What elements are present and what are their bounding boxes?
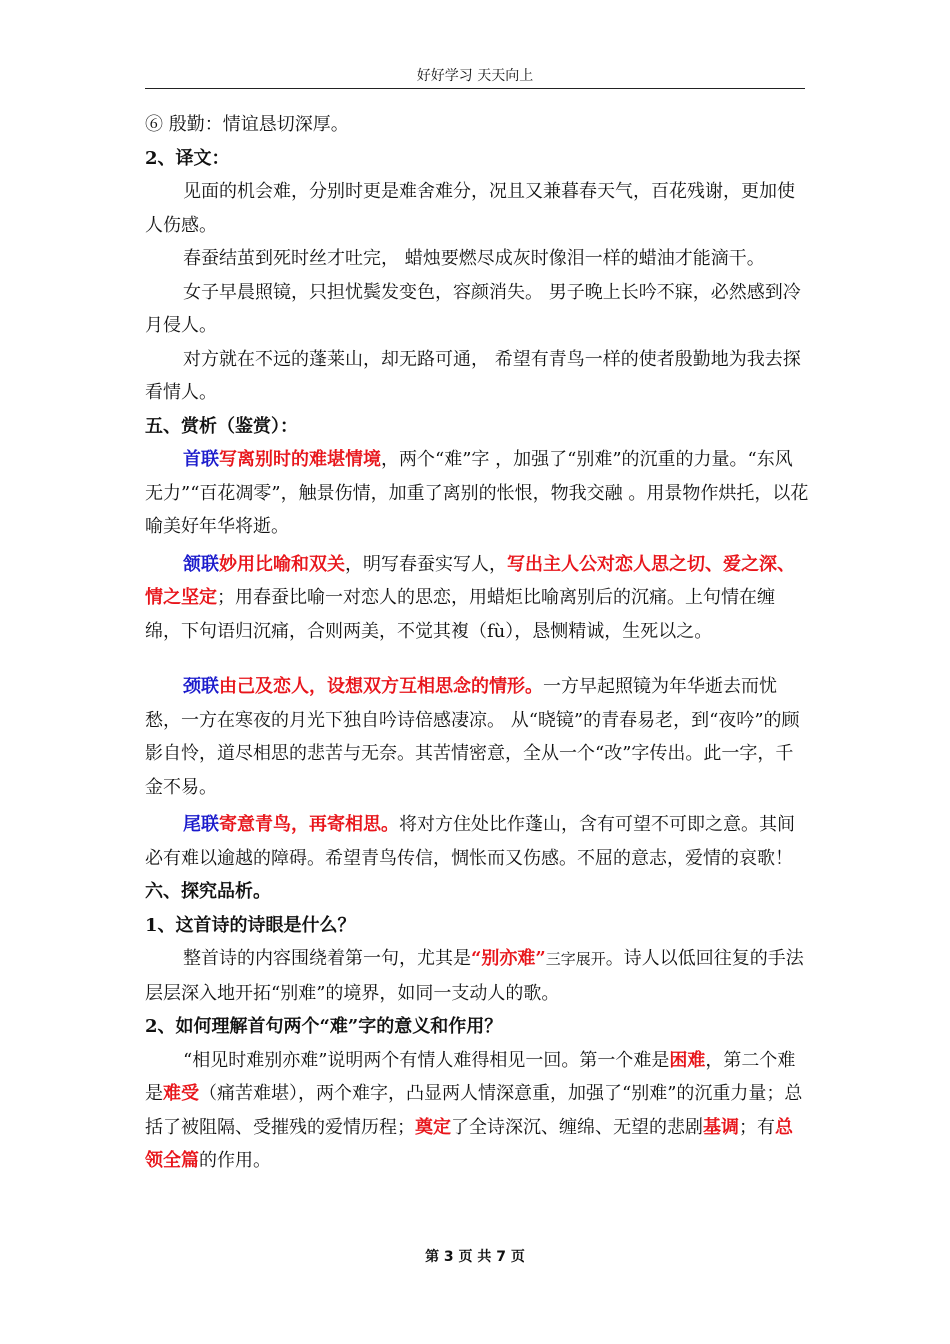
explore-heading: 六、探究品析。 xyxy=(145,881,271,902)
answer-2-t4: 了全诗深沉、缠绵、无望的悲剧 xyxy=(451,1116,703,1138)
answer-1-key: “别亦难” xyxy=(471,948,546,969)
couplet-3-label: 颈联 xyxy=(183,676,219,697)
answer-2 xyxy=(145,1044,810,1178)
couplet-2-paragraph xyxy=(145,548,810,649)
answer-2-k3: 奠定 xyxy=(415,1116,451,1138)
appreciation-heading: 五、赏析（鉴赏）： xyxy=(145,415,298,437)
answer-2-k2: 难受 xyxy=(163,1083,199,1104)
question-2: 2、如何理解首句两个“难”字的意义和作用？ xyxy=(145,1016,503,1037)
couplet-2-key: 妙用比喻和双关 xyxy=(219,553,345,575)
answer-1-small: 三字展开 xyxy=(545,950,606,968)
couplet-2-key2: 写出主人公对恋人思之切、爱之深、情之坚定 xyxy=(145,553,795,608)
translation-paragraph: 见面的机会难，分别时更是难舍难分，况且又兼暮春天气，百花残谢，更加使人伤感。 xyxy=(145,181,795,236)
couplet-4-key: 寄意青鸟，再寄相思。 xyxy=(219,814,399,835)
translation-paragraph: 春蚕结茧到死时丝才吐完， 蜡烛要燃尽成灰时像泪一样的蜡油才能滴干。 xyxy=(183,248,765,269)
note-6: ⑥ 殷勤：情谊恳切深厚。 xyxy=(145,114,349,135)
couplet-2-mid: ，明写春蚕实写人， xyxy=(345,553,507,575)
couplet-1-text: ，两个“难”字 ，加强了“别难”的沉重的力量。“东风无力”“百花凋零”，触景伤情，加重了离别的怅恨，物我交融 。用景物作烘托，以花喻美好年华将逝。 xyxy=(145,449,809,537)
couplet-4-paragraph xyxy=(145,808,810,875)
answer-2-t5: ；有 xyxy=(739,1116,775,1138)
answer-2-t2: ，第二个难是 xyxy=(145,1049,796,1104)
couplet-3-key: 由己及恋人，设想双方互相思念的情形。 xyxy=(219,676,543,697)
translation-paragraph: 女子早晨照镜，只担忧鬓发变色，容颜消失。 男子晚上长吟不寐，必然感到冷月侵人。 xyxy=(145,281,801,336)
page-header: 好好学习 天天向上 xyxy=(145,66,805,89)
answer-2-k1: 困难 xyxy=(669,1049,706,1071)
answer-1-post: 。诗人以低回往复的手法层层深入地开拓“别难”的境界，如同一支动人的歌。 xyxy=(145,948,804,1004)
answer-2-k5: 总领全篇 xyxy=(145,1116,793,1171)
question-1: 1、这首诗的诗眼是什么？ xyxy=(145,914,356,936)
couplet-1-paragraph xyxy=(145,443,810,544)
couplet-1-key: 写离别时的难堪情境 xyxy=(219,449,381,470)
couplet-2-label: 颔联 xyxy=(183,553,219,575)
couplet-4-text: 将对方住处比作蓬山，含有可望不可即之意。其间必有难以逾越的障碍。希望青鸟传信，惆怅而又伤感。不屈的意志，爱情的哀歌！ xyxy=(145,814,795,869)
couplet-4-label: 尾联 xyxy=(183,814,219,835)
couplet-1-label: 首联 xyxy=(183,449,219,470)
document-body xyxy=(145,108,810,1178)
answer-2-t1: “相见时难别亦难”说明两个有情人难得相见一回。第一个难是 xyxy=(183,1049,670,1071)
translation-heading: 2、译文： xyxy=(145,147,230,169)
paragraph-gap xyxy=(145,648,810,670)
couplet-3-paragraph xyxy=(145,670,810,804)
translation-paragraph: 对方就在不远的蓬莱山，却无路可通， 希望有青鸟一样的使者殷勤地为我去探看情人。 xyxy=(145,348,801,403)
answer-2-t6: 的作用。 xyxy=(199,1150,271,1171)
couplet-3-text: 一方早起照镜为年华逝去而忧愁，一方在寒夜的月光下独自吟诗倍感凄凉。 从“晓镜”的青春易老，到“夜吟”的顾影自怜，道尽相思的悲苦与无奈。其苦情密意，全从一个“改”字传出。此一字，千金不易。 xyxy=(145,676,800,798)
page-footer: 第 3 页 共 7 页 xyxy=(425,1249,525,1265)
answer-2-k4: 基调 xyxy=(703,1116,739,1138)
couplet-2-text: ；用春蚕比喻一对恋人的思恋，用蜡炬比喻离别后的沉痛。上句情在缠绵，下句语归沉痛，合则两美，不觉其複（fù），恳恻精诚，生死以之。 xyxy=(145,587,775,642)
answer-1 xyxy=(145,942,810,1010)
answer-1-pre: 整首诗的内容围绕着第一句，尤其是 xyxy=(183,948,471,969)
answer-2-t3: （痛苦难堪），两个难字，凸显两人情深意重，加强了“别难”的沉重力量；总括了被阻隔、受摧残的爱情历程； xyxy=(145,1083,803,1138)
